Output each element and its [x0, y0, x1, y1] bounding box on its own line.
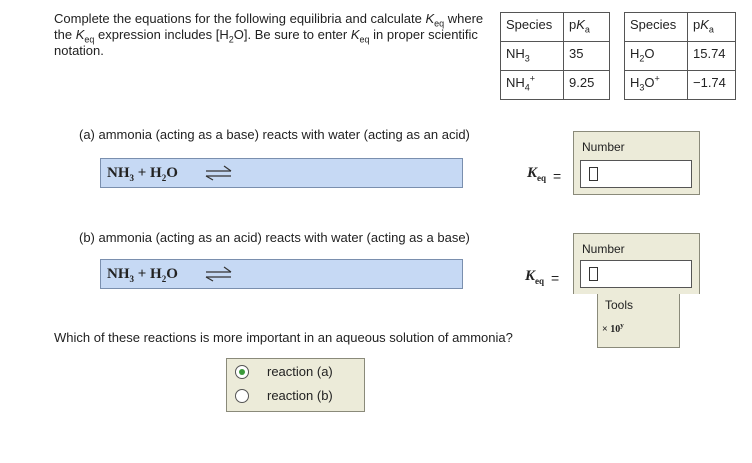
question-a: (a) ammonia (acting as a base) reacts with water (acting as an acid) — [79, 127, 470, 142]
equals-sign-a: = — [553, 168, 562, 184]
equilibrium-arrow-icon — [204, 165, 234, 181]
species-header: Species — [501, 13, 564, 42]
radio-reaction-b[interactable] — [235, 389, 249, 403]
question-b: (b) ammonia (acting as an acid) reacts with water (acting as a base) — [79, 230, 470, 245]
option-label-b: reaction (b) — [267, 388, 333, 403]
number-label-b: Number — [582, 242, 625, 256]
pka-value: 15.74 — [688, 42, 736, 71]
number-label-a: Number — [582, 140, 625, 154]
species-cell: $NH_3$ — [501, 42, 564, 71]
equals-sign-b: = — [551, 270, 560, 286]
number-panel-b — [573, 233, 700, 294]
instructions: Complete the equations for the following equilibria and calculate $K_{eq}$ where the $K_{eq}$ expression includes $[H_2O]$. Be sure to enter $K_{eq}$ in proper scientific notation. — [54, 11, 484, 58]
species-cell: $H_2O$ — [625, 42, 688, 71]
tools-label: Tools — [605, 298, 634, 312]
question-c: Which of these reactions is more important in an aqueous solution of ammonia? — [54, 330, 513, 345]
pka-value: 35 — [564, 42, 610, 71]
equation-box-b[interactable] — [100, 259, 463, 289]
equation-reactants: $NH_3 + H_2O$ — [107, 165, 178, 183]
keq-input-b[interactable] — [580, 260, 692, 288]
text-cursor-icon — [589, 267, 598, 281]
text-cursor-icon — [589, 167, 598, 181]
keq-label-a: $K_{eq}$ — [527, 165, 547, 183]
reaction-choice-group — [226, 358, 365, 412]
species-header: Species — [625, 13, 688, 42]
pka-table-bases — [500, 12, 610, 100]
equation-box-a[interactable] — [100, 158, 463, 188]
species-cell: $H_3O^+$ — [625, 71, 688, 100]
pka-value: −1.74 — [688, 71, 736, 100]
scientific-notation-button[interactable]: × $10^y$ — [602, 321, 624, 335]
pka-value: 9.25 — [564, 71, 610, 100]
keq-input-a[interactable] — [580, 160, 692, 188]
pka-header: $pK_a$ — [564, 13, 610, 42]
radio-reaction-a[interactable] — [235, 365, 249, 379]
keq-label-b: $K_{eq}$ — [525, 268, 545, 286]
number-panel-a — [573, 131, 700, 195]
equation-reactants: $NH_3 + H_2O$ — [107, 266, 178, 284]
pka-table-water — [624, 12, 736, 100]
option-label-a: reaction (a) — [267, 364, 333, 379]
species-cell: $NH_4^+$ — [501, 71, 564, 100]
pka-header: $pK_a$ — [688, 13, 736, 42]
equilibrium-arrow-icon — [204, 266, 234, 282]
tools-panel[interactable] — [597, 294, 680, 348]
